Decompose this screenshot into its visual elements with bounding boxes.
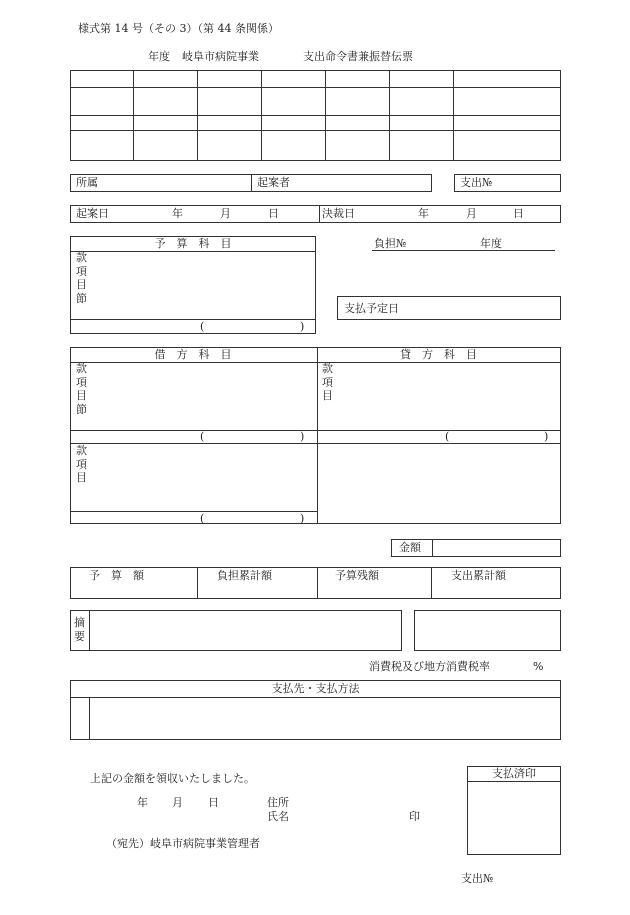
- amount-label: 金額: [399, 541, 421, 554]
- affiliation-row: [70, 174, 432, 192]
- tax-rate-unit: %: [533, 660, 544, 673]
- burden-year-label: 年度: [480, 237, 502, 250]
- drafter-label: 起案者: [257, 176, 290, 189]
- affiliation-label: 所属: [76, 176, 98, 189]
- debit-credit-box: [70, 347, 561, 524]
- budget-amount-label: 予 算 額: [89, 569, 144, 582]
- draft-day: 日: [268, 207, 279, 220]
- debit2-paren-close: ): [300, 512, 305, 525]
- organization-name: 岐阜市病院事業: [182, 50, 259, 63]
- receipt-name-label: 氏名: [267, 810, 289, 823]
- summary-box: [70, 610, 402, 651]
- burden-no-label: 負担№: [374, 237, 407, 250]
- decision-date-label: 決裁日: [322, 207, 355, 220]
- approval-grid: [70, 70, 561, 161]
- credit-items: 款 項 目: [322, 362, 333, 402]
- receipt-month: 月: [172, 796, 183, 809]
- budget-balance-label: 予算残額: [335, 569, 379, 582]
- debit-paren-open: (: [200, 430, 205, 443]
- addressee: （宛先）岐阜市病院事業管理者: [106, 837, 260, 850]
- debit2-paren-open: (: [200, 512, 205, 525]
- decision-day: 日: [513, 207, 524, 220]
- receipt-statement: 上記の金額を領収いたしました。: [90, 772, 255, 785]
- budget-account-box: [70, 236, 316, 334]
- decision-month: 月: [466, 207, 477, 220]
- budget-account-items: 款 項 目 節: [76, 251, 87, 305]
- receipt-seal-label: 印: [409, 810, 420, 823]
- payment-no-label: 支出№: [460, 176, 493, 189]
- draft-month: 月: [220, 207, 231, 220]
- debit-header: 借 方 科 目: [154, 348, 232, 361]
- form-number: 様式第 14 号（その 3）（第 44 条関係）: [78, 22, 279, 35]
- paid-stamp-label: 支払済印: [492, 767, 536, 780]
- payee-header: 支払先・支払方法: [271, 682, 360, 695]
- draft-date-label: 起案日: [76, 207, 109, 220]
- year-label: 年度: [148, 50, 170, 63]
- receipt-day: 日: [208, 796, 219, 809]
- debit-items: 款 項 目 節: [76, 362, 87, 416]
- receipt-address-label: 住所: [267, 796, 289, 809]
- payment-date-label: 支払予定日: [344, 302, 399, 315]
- credit-paren-close: ): [544, 430, 549, 443]
- budget-account-header: 予 算 科 目: [154, 237, 232, 250]
- summary-label: 摘 要: [74, 616, 85, 643]
- payment-cumulative-label: 支出累計額: [451, 569, 506, 582]
- debit-paren-close: ): [300, 430, 305, 443]
- burden-cumulative-label: 負担累計額: [217, 569, 272, 582]
- receipt-year: 年: [137, 796, 148, 809]
- credit-paren-open: (: [445, 430, 450, 443]
- footer-payment-no: 支出№: [461, 872, 494, 885]
- tax-rate-label: 消費税及び地方消費税率: [369, 660, 490, 673]
- decision-year: 年: [418, 207, 429, 220]
- budget-paren-close: ): [300, 320, 305, 333]
- debit-items-2: 款 項 目: [76, 444, 87, 484]
- draft-year: 年: [172, 207, 183, 220]
- credit-header: 貸 方 科 目: [400, 348, 477, 361]
- date-row: [70, 205, 561, 223]
- form-title: 支出命令書兼振替伝票: [303, 50, 413, 63]
- summary-side-box: [414, 610, 561, 651]
- budget-paren-open: (: [200, 320, 205, 333]
